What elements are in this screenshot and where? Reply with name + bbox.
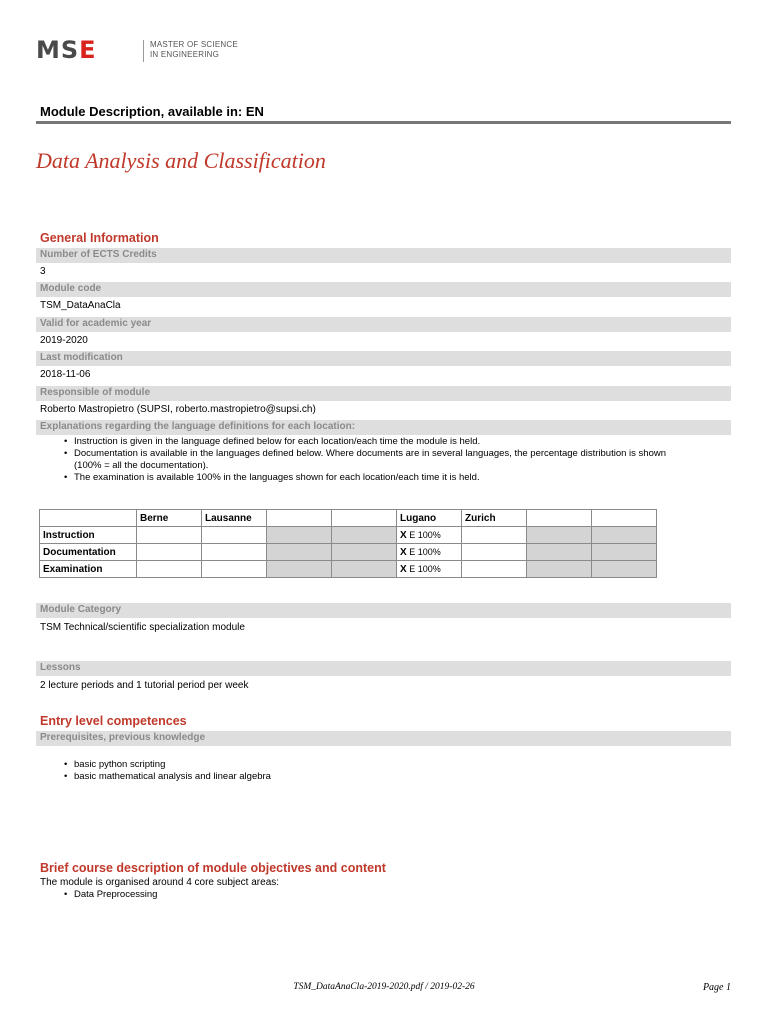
- col-header-lausanne: Lausanne: [202, 510, 267, 527]
- lugano-examination-cell: [397, 561, 462, 578]
- page-title: Data Analysis and Classification: [36, 148, 326, 173]
- lugano-instruction-cell: [397, 527, 462, 544]
- language-table: [39, 509, 657, 578]
- year-label: Valid for academic year: [40, 318, 152, 329]
- table-cell: [267, 561, 332, 578]
- resp-label: Responsible of module: [40, 387, 151, 398]
- table-cell: [267, 544, 332, 561]
- table-cell: [137, 527, 202, 544]
- resp-label-bar: [36, 386, 731, 401]
- list-item: • Data Preprocessing: [40, 889, 730, 901]
- logo-text-e: E: [79, 36, 97, 64]
- general-info-heading: General Information: [40, 231, 159, 245]
- table-cell: [527, 510, 592, 527]
- code-label-bar: [36, 282, 731, 297]
- ects-label: Number of ECTS Credits: [40, 249, 157, 260]
- col-header-lugano: Lugano: [397, 510, 462, 527]
- brief-intro: The module is organised around 4 core subject areas:: [40, 877, 280, 888]
- table-row: [40, 544, 657, 561]
- table-cell: [137, 544, 202, 561]
- year-value: 2019-2020: [40, 335, 88, 346]
- table-corner: [40, 510, 137, 527]
- logo-subtitle-line1: MASTER OF SCIENCE: [150, 40, 238, 49]
- lessons-label: Lessons: [40, 662, 81, 673]
- list-item: • Documentation is available in the languages defined below. Where documents are in several languages, the percentage distribution is shown: [40, 448, 730, 460]
- table-cell: [202, 527, 267, 544]
- category-label: Module Category: [40, 604, 122, 615]
- col-header-zurich: Zurich: [462, 510, 527, 527]
- table-cell: [332, 510, 397, 527]
- expl-list: [40, 436, 730, 484]
- table-cell: [527, 544, 592, 561]
- row-label-examination: Examination: [40, 561, 137, 578]
- language-mark: X: [400, 529, 407, 541]
- code-label: Module code: [40, 283, 102, 294]
- table-cell: [202, 544, 267, 561]
- table-cell: [202, 561, 267, 578]
- table-cell: [592, 561, 657, 578]
- table-cell: [332, 561, 397, 578]
- table-cell: [332, 527, 397, 544]
- table-cell: [592, 510, 657, 527]
- brief-list: [40, 889, 730, 901]
- language-mark: X: [400, 563, 407, 575]
- brief-heading: Brief course description of module objectives and content: [40, 861, 386, 875]
- list-item: • The examination is available 100% in the languages shown for each location/each time it is held.: [40, 472, 730, 484]
- availability-line: Module Description, available in: EN: [40, 104, 264, 119]
- prereq-list: [40, 759, 730, 783]
- code-value: TSM_DataAnaCla: [40, 300, 121, 311]
- list-item-continuation: (100% = all the documentation).: [74, 460, 209, 471]
- mod-label: Last modification: [40, 352, 123, 363]
- list-item: • Instruction is given in the language defined below for each location/each time the module is held.: [40, 436, 730, 448]
- table-cell: [332, 544, 397, 561]
- year-label-bar: [36, 317, 731, 332]
- table-cell: [462, 527, 527, 544]
- table-cell: [527, 527, 592, 544]
- logo-divider: [143, 40, 144, 62]
- table-cell: [462, 561, 527, 578]
- language-value: E 100%: [409, 563, 441, 574]
- row-label-instruction: Instruction: [40, 527, 137, 544]
- prereq-label-bar: [36, 731, 731, 746]
- list-item: • basic mathematical analysis and linear algebra: [40, 771, 730, 783]
- resp-value: Roberto Mastropietro (SUPSI, roberto.mastropietro@supsi.ch): [40, 404, 316, 415]
- language-value: E 100%: [409, 529, 441, 540]
- category-value: TSM Technical/scientific specialization module: [40, 622, 245, 633]
- logo-subtitle-line2: IN ENGINEERING: [150, 50, 220, 59]
- ects-value: 3: [40, 266, 46, 277]
- logo-text-ms: MS: [36, 36, 80, 64]
- language-mark: X: [400, 546, 407, 558]
- table-cell: [137, 561, 202, 578]
- mod-label-bar: [36, 351, 731, 366]
- mse-logo: [36, 38, 97, 62]
- ects-label-bar: [36, 248, 731, 263]
- lessons-value: 2 lecture periods and 1 tutorial period per week: [40, 680, 249, 691]
- row-label-documentation: Documentation: [40, 544, 137, 561]
- prereq-label: Prerequisites, previous knowledge: [40, 732, 206, 743]
- mod-value: 2018-11-06: [40, 369, 91, 380]
- expl-label-bar: [36, 420, 731, 435]
- language-value: E 100%: [409, 546, 441, 557]
- lugano-documentation-cell: [397, 544, 462, 561]
- page-number: Page 1: [702, 982, 731, 993]
- table-cell: [267, 510, 332, 527]
- table-row: [40, 527, 657, 544]
- logo-subtitle: [150, 40, 238, 60]
- list-item: • basic python scripting: [40, 759, 730, 771]
- expl-label: Explanations regarding the language definitions for each location:: [40, 421, 356, 432]
- table-row: [40, 561, 657, 578]
- header-rule: [36, 121, 731, 124]
- col-header-berne: Berne: [137, 510, 202, 527]
- table-header-row: [40, 510, 657, 527]
- lessons-label-bar: [36, 661, 731, 676]
- category-label-bar: [36, 603, 731, 618]
- table-cell: [592, 527, 657, 544]
- table-cell: [592, 544, 657, 561]
- table-cell: [267, 527, 332, 544]
- table-cell: [527, 561, 592, 578]
- table-cell: [462, 544, 527, 561]
- footer-filename: TSM_DataAnaCla-2019-2020.pdf / 2019-02-26: [293, 982, 475, 992]
- entry-heading: Entry level competences: [40, 714, 187, 728]
